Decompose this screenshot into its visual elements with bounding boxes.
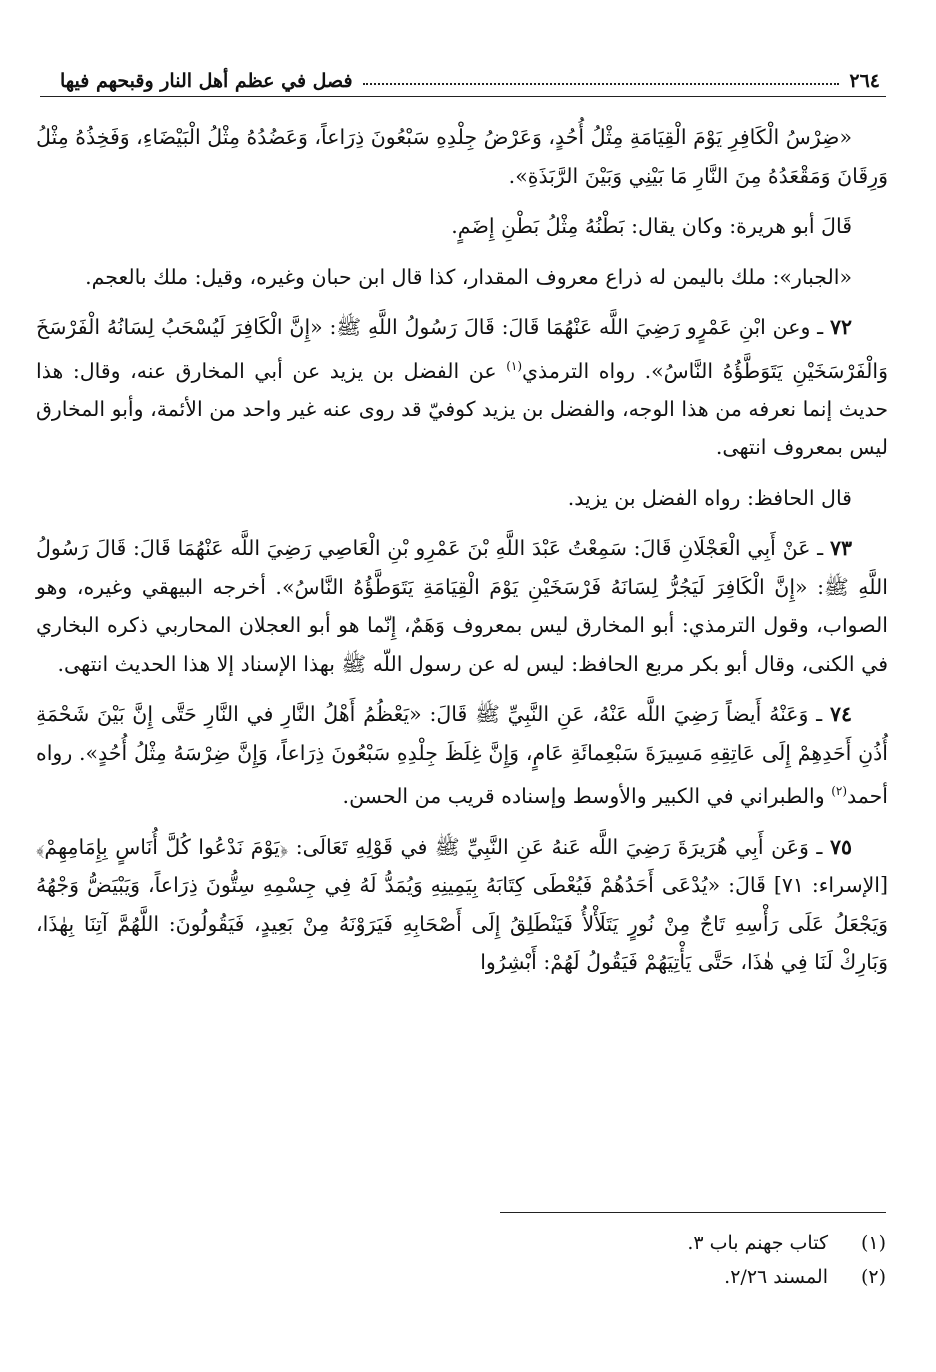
footnote-text: كتاب جهنم باب ٣.: [687, 1232, 828, 1254]
header-leader-dots: [363, 83, 840, 85]
hadith-73: ٧٣ ـ عَنْ أَبِي الْعَجْلَانِ قَالَ: سَمِعْتُ عَبْدَ اللَّهِ بْنَ عَمْرِو بْنِ الْعَاصِي رَضِيَ اللَّه عَنْهُمَا قَالَ: قَالَ رَسُولُ اللَّهِ ﷺ: «إِنَّ الْكَافِرَ لَيَجُرُّ لِسَانَهُ فَرْسَخَيْنِ يَوْمَ الْقِيَامَةِ يَتَوَطَّؤُهُ النَّاسُ». أخرجه البيهقي وغيره، وهو الصواب، وقول الترمذي: أبو المخارق ليس بمعروف وَهَمٌ، إِنّما هو أبو العجلان المحاربي ذكره البخاري في الكنى، وقال أبو بكر مربع الحافظ: ليس له عن رسول اللّه ﷺ بهذا الإسناد إلا هذا الحديث انتهى.: [36, 536, 888, 676]
chapter-title: فصل في عظم أهل النار وقبحهم فيها: [60, 70, 353, 92]
hadith-number: ٧٤: [829, 702, 852, 727]
footnote-ref: (١): [506, 358, 523, 373]
header-rule: [40, 96, 886, 97]
page-number: ٢٦٤: [849, 70, 880, 92]
main-text: [36, 118, 888, 994]
footnote-text: المسند ٢/٢٦.: [724, 1266, 828, 1288]
footnote: [300, 1260, 886, 1294]
hadith-number: ٧٣: [829, 536, 852, 561]
footnote-rule: [500, 1212, 886, 1213]
footnote: [300, 1226, 886, 1260]
paragraph-al-jabbar: «الجبار»: ملك باليمن له ذراع معروف المقدار، كذا قال ابن حبان وغيره، وقيل: ملك بالعجم.: [85, 264, 852, 289]
footnote-ref: (٢): [831, 784, 848, 799]
footnotes: [300, 1226, 886, 1294]
hadith-72: ٧٢ ـ وعن ابْنِ عَمْرٍو رَضِيَ اللَّه عَنْهُمَا قَالَ: قَالَ رَسُولُ اللَّهِ ﷺ: «إِنَّ الْكَافِرَ لَيُسْحَبُ لِسَانُهُ الْفَرْسَخَ وَالْفَرْسَخَيْنِ يَتَوَطَّؤُهُ النَّاسُ». رواه الترمذي$^{(١)}$ عن الفضل بن يزيد عن أبي المخارق عنه، وقال: هذا حديث إنما نعرفه من هذا الوجه، والفضل بن يزيد كوفيّ قد روى عنه غير واحد من الأئمة، وأبو المخارق ليس بمعروف انتهى.: [36, 315, 888, 460]
running-header: [60, 62, 880, 92]
paragraph-al-hafiz: قال الحافظ: رواه الفضل بن يزيد.: [567, 485, 852, 510]
footnote-number: (٢): [860, 1266, 886, 1288]
hadith-75: ٧٥ ـ وَعَن أَبِي هُرَيرَةَ رَضِيَ اللَّه عَنهُ عَنِ النَّبِيِّ ﷺ في قَوْلِهِ تَعَالَى: ﴿يَوْمَ نَدْعُوا كُلَّ أُنَاسٍ بِإِمَامِهِمْ﴾ [الإسراء: ٧١] قَالَ: «يُدْعَى أَحَدُهُمْ فَيُعْطَى كِتَابَهُ بِيَمِينِهِ وَيُمَدُّ لَهُ فِي جِسْمِهِ سِتُّونَ ذِرَاعاً، وَيَبْيَضُّ وَجْهُهُ وَيَجْعَلُ عَلَى رَأْسِهِ تَاجٌ مِنْ نُورٍ يَتَلَأْلأُ فَيَنْطَلِقُ إِلَى أَصْحَابِهِ فَيَرَوْنَهُ مِنْ بَعِيدٍ، فَيَقُولُونَ: اللَّهُمَّ آتِنَا بِهٰذَا، وَبَارِكْ لَنَا فِي هٰذَا، حَتَّى يَأْتِيَهُمْ فَيَقُولُ لَهُمْ: أَبْشِرُوا: [36, 834, 889, 975]
paragraph-abu-hurayra: قَالَ أبو هريرة: وكان يقال: بَطْنُهُ مِثْلُ بَطْنِ إِضَمٍ.: [451, 214, 852, 238]
footnote-number: (١): [860, 1232, 886, 1254]
paragraph-hadith-text: «ضِرْسُ الْكَافِرِ يَوْمَ الْقِيَامَةِ مِثْلُ أُحُدٍ، وَعَرْضُ جِلْدِهِ سَبْعُونَ ذِرَاعاً، وَعَضُدُهُ مِثْلُ الْبَيْضَاءِ، وَفَخِذُهُ مِثْلُ وَرِقَانَ وَمَقْعَدُهُ مِنَ النَّارِ مَا بَيْنِي وَبَيْنَ الرَّبَذَةِ».: [36, 125, 888, 188]
hadith-number: ٧٥: [829, 834, 852, 859]
hadith-number: ٧٢: [829, 315, 852, 339]
hadith-74: ٧٤ ـ وَعَنْهُ أَيضاً رَضِيَ اللَّه عَنْهُ، عَنِ النَّبِيِّ ﷺ قَالَ: «يَعْظُمُ أَهْلُ النَّارِ في النَّارِ حَتَّى إِنَّ بَيْنَ شَحْمَةِ أُذُنِ أَحَدِهِمْ إِلَى عَاتِقِهِ مَسِيرَةَ سَبْعِمائَةِ عَامٍ، وَإِنَّ غِلَظَ جِلْدِهِ سَبْعُونَ ذِرَاعاً، وَإِنَّ ضِرْسَهُ مِثْلُ أُحُدٍ». رواه أحمد$^{(٢)}$ والطبراني في الكبير والأوسط وإسناده قريب من الحسن.: [36, 702, 888, 809]
